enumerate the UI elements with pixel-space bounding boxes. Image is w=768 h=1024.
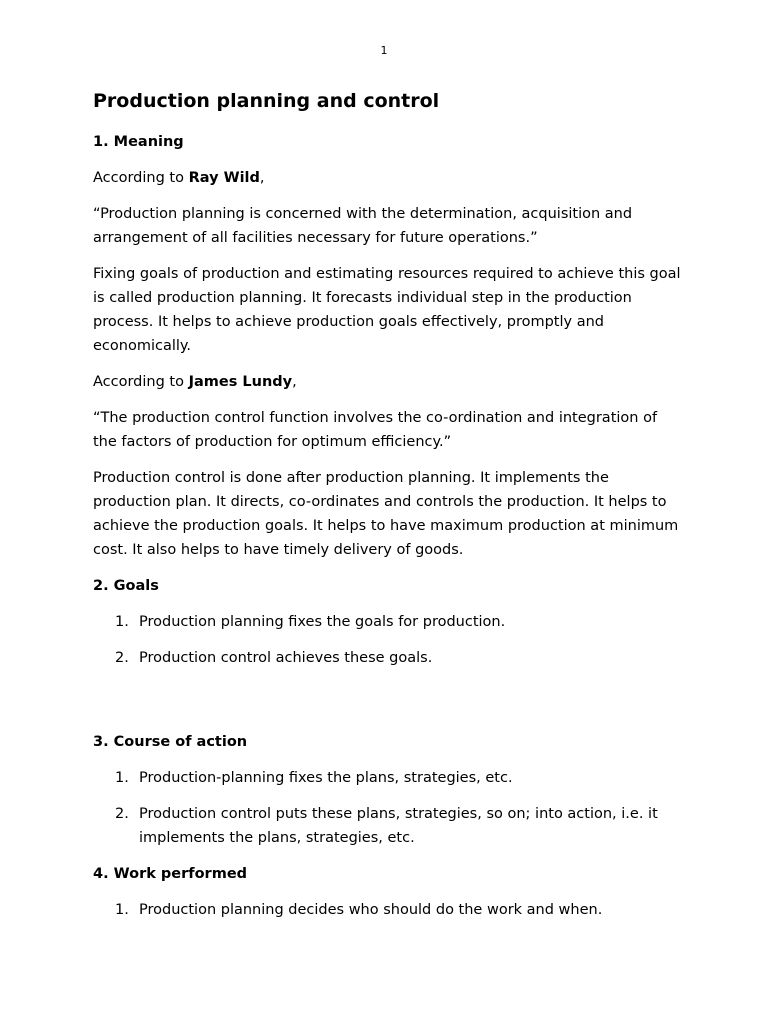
list-item	[93, 766, 683, 790]
section-heading-course-of-action: 3. Course of action	[93, 734, 248, 750]
course-of-action-list	[93, 766, 683, 850]
document-title: Production planning and control	[93, 90, 440, 112]
blank-space	[93, 682, 683, 730]
list-number: 2.	[115, 650, 129, 666]
goals-list	[93, 610, 683, 670]
author-name-james-lundy: James Lundy	[188, 374, 293, 390]
paragraph-production-planning: Fixing goals of production and estimating resources required to achieve this goal is called production planning. It forecasts individual step in the production process. It helps to achieve production goals effectively, promptly and economically.	[93, 266, 681, 354]
author-name-ray-wild: Ray Wild	[188, 170, 260, 186]
intro-prefix: According to	[93, 374, 189, 390]
intro-prefix: According to	[93, 170, 189, 186]
list-number: 1.	[115, 902, 129, 918]
list-number: 1.	[115, 614, 129, 630]
work-performed-list	[93, 898, 683, 922]
section-heading-goals: 2. Goals	[93, 578, 159, 594]
list-number: 1.	[115, 770, 129, 786]
section-heading-meaning: 1. Meaning	[93, 134, 184, 150]
list-text: Production planning decides who should do the work and when.	[139, 902, 603, 918]
intro-suffix: ,	[259, 170, 265, 186]
quote-ray-wild: “Production planning is concerned with the determination, acquisition and arrangement of all facilities necessary for future operations.”	[93, 206, 633, 246]
list-item	[93, 610, 683, 634]
paragraph-production-control: Production control is done after production planning. It implements the production plan. It directs, co-ordinates and controls the production. It helps to achieve the production goals. It helps to have maximum production at minimum cost. It also helps to have timely delivery of goods.	[93, 470, 679, 558]
intro-james-lundy	[93, 370, 683, 394]
intro-ray-wild	[93, 166, 683, 190]
list-item	[93, 646, 683, 670]
list-text: Production-planning fixes the plans, strategies, etc.	[139, 770, 513, 786]
list-text: Production control achieves these goals.	[139, 650, 433, 666]
document-body	[93, 86, 683, 934]
list-text: Production control puts these plans, strategies, so on; into action, i.e. it implements the plans, strategies, etc.	[139, 806, 658, 846]
quote-james-lundy: “The production control function involves the co-ordination and integration of the factors of production for optimum efficiency.”	[93, 410, 658, 450]
intro-suffix: ,	[292, 374, 297, 390]
list-number: 2.	[115, 806, 129, 822]
section-heading-work-performed: 4. Work performed	[93, 866, 248, 882]
list-item	[93, 802, 683, 850]
page-number: 1	[380, 44, 388, 57]
list-item	[93, 898, 683, 922]
list-text: Production planning fixes the goals for production.	[139, 614, 506, 630]
